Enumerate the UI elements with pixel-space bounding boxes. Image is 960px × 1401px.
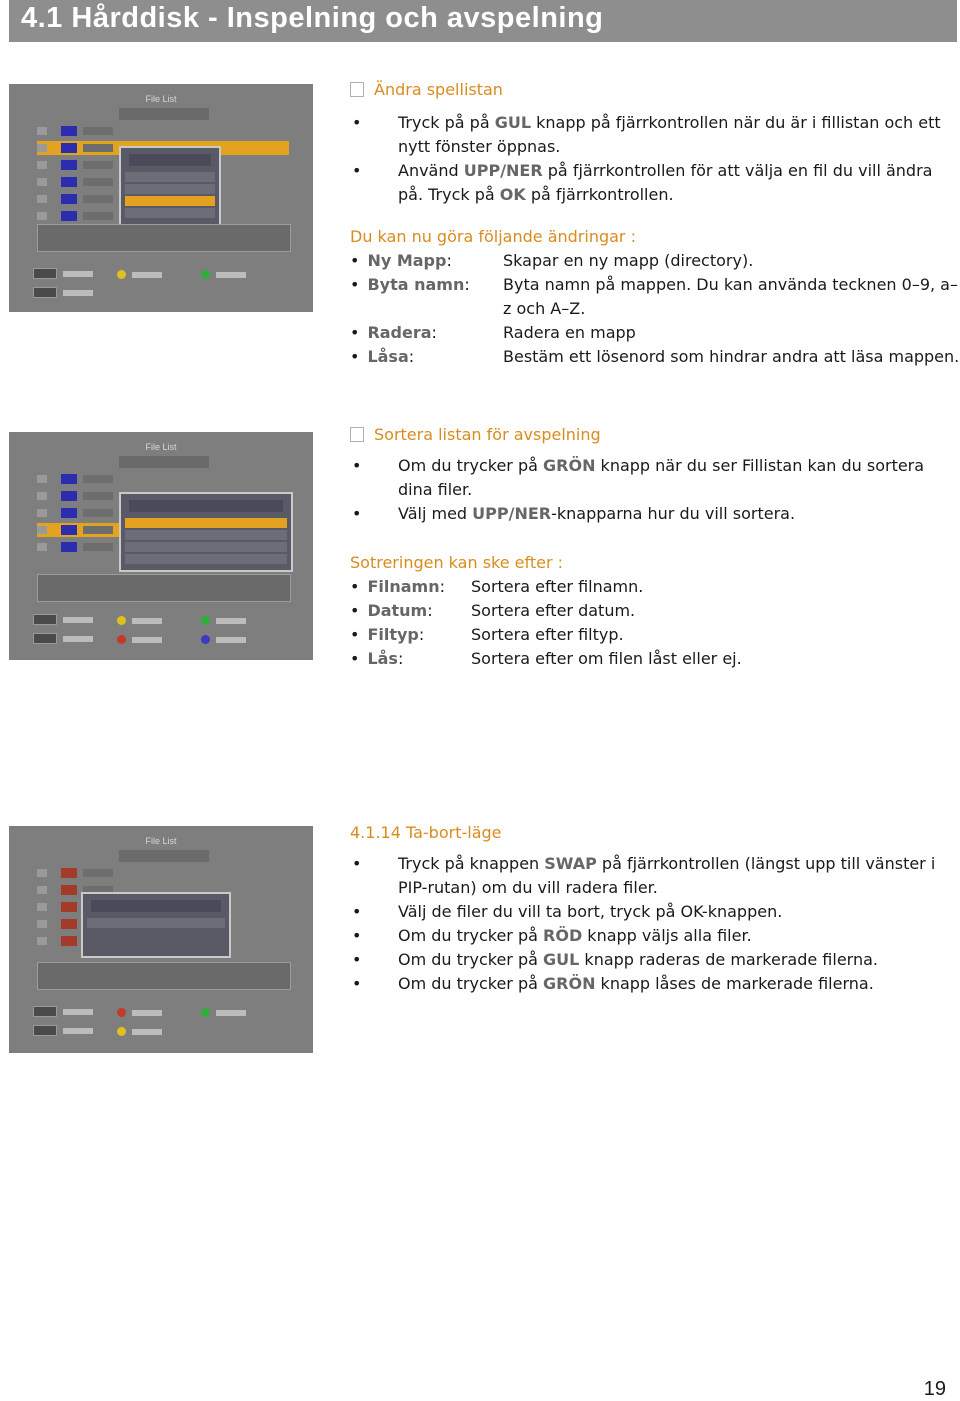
definition-list	[350, 575, 960, 671]
definition-row: • Låsa: Bestäm ett lösenord som hindrar andra att läsa mappen.	[350, 345, 960, 369]
sort-popup	[119, 492, 293, 572]
definition-row: • Ny Mapp: Skapar en ny mapp (directory).	[350, 249, 960, 273]
checkbox-icon	[350, 427, 364, 442]
screen-title: File List	[145, 442, 177, 452]
definition-row: • Filnamn: Sortera efter filnamn.	[350, 575, 960, 599]
list-item: • Välj med UPP/NER-knapparna hur du vill sortera.	[350, 502, 960, 526]
file-list-screenshot-sort	[9, 432, 313, 660]
list-item: • Välj de filer du vill ta bort, tryck på OK-knappen.	[350, 900, 960, 924]
button-legend	[33, 1002, 293, 1040]
page-header	[9, 0, 957, 42]
bullet-list	[350, 111, 960, 207]
list-item: • Om du trycker på GRÖN knapp när du ser Fillistan kan du sortera dina filer.	[350, 454, 960, 502]
list-item: • Tryck på på GUL knapp på fjärrkontrollen när du är i fillistan och ett nytt fönster öppnas.	[350, 111, 960, 159]
page-number: 19	[923, 1378, 946, 1400]
list-item	[37, 124, 289, 138]
button-legend	[33, 610, 293, 648]
section-edit-playlist	[350, 80, 960, 369]
definition-row: • Datum: Sortera efter datum.	[350, 599, 960, 623]
bullet-list	[350, 852, 960, 996]
list-item: • Om du trycker på GRÖN knapp låses de markerade filerna.	[350, 972, 960, 996]
list-item	[37, 866, 289, 880]
section-delete-mode	[350, 823, 960, 996]
checkbox-icon	[350, 82, 364, 97]
section-heading: Ändra spellistan	[350, 80, 960, 100]
file-list-screenshot-delete	[9, 826, 313, 1053]
subheading: Sotreringen kan ske efter :	[350, 553, 564, 572]
definition-list	[350, 249, 960, 369]
subheading: Du kan nu göra följande ändringar :	[350, 227, 636, 246]
definition-row: • Filtyp: Sortera efter filtyp.	[350, 623, 960, 647]
list-item: • Tryck på knappen SWAP på fjärrkontrollen (längst upp till vänster i PIP-rutan) om du vill radera filer.	[350, 852, 960, 900]
bullet-list	[350, 454, 960, 526]
list-item: • Om du trycker på RÖD knapp väljs alla filer.	[350, 924, 960, 948]
edit-popup	[119, 146, 221, 228]
file-list-screenshot-edit	[9, 84, 313, 312]
section-heading: 4.1.14 Ta-bort-läge	[350, 823, 502, 842]
section-sort-list	[350, 425, 960, 671]
list-item: • Om du trycker på GUL knapp raderas de markerade filerna.	[350, 948, 960, 972]
info-bar	[37, 962, 291, 990]
info-bar	[37, 574, 291, 602]
definition-row: • Byta namn: Byta namn på mappen. Du kan använda tecknen 0–9, a–z och A–Z.	[350, 273, 960, 321]
definition-row: • Lås: Sortera efter om filen låst eller ej.	[350, 647, 960, 671]
definition-row: • Radera: Radera en mapp	[350, 321, 960, 345]
info-bar	[37, 224, 291, 252]
list-item: • Använd UPP/NER på fjärrkontrollen för att välja en fil du vill ändra på. Tryck på OK på fjärrkontrollen.	[350, 159, 960, 207]
screen-title: File List	[145, 94, 177, 104]
page-title: 4.1 Hårddisk - Inspelning och avspelning	[21, 2, 604, 34]
section-heading: Sortera listan för avspelning	[350, 425, 960, 445]
list-item	[37, 472, 289, 486]
delete-confirm-popup	[81, 892, 231, 958]
button-legend	[33, 264, 293, 302]
screen-title: File List	[145, 836, 177, 846]
